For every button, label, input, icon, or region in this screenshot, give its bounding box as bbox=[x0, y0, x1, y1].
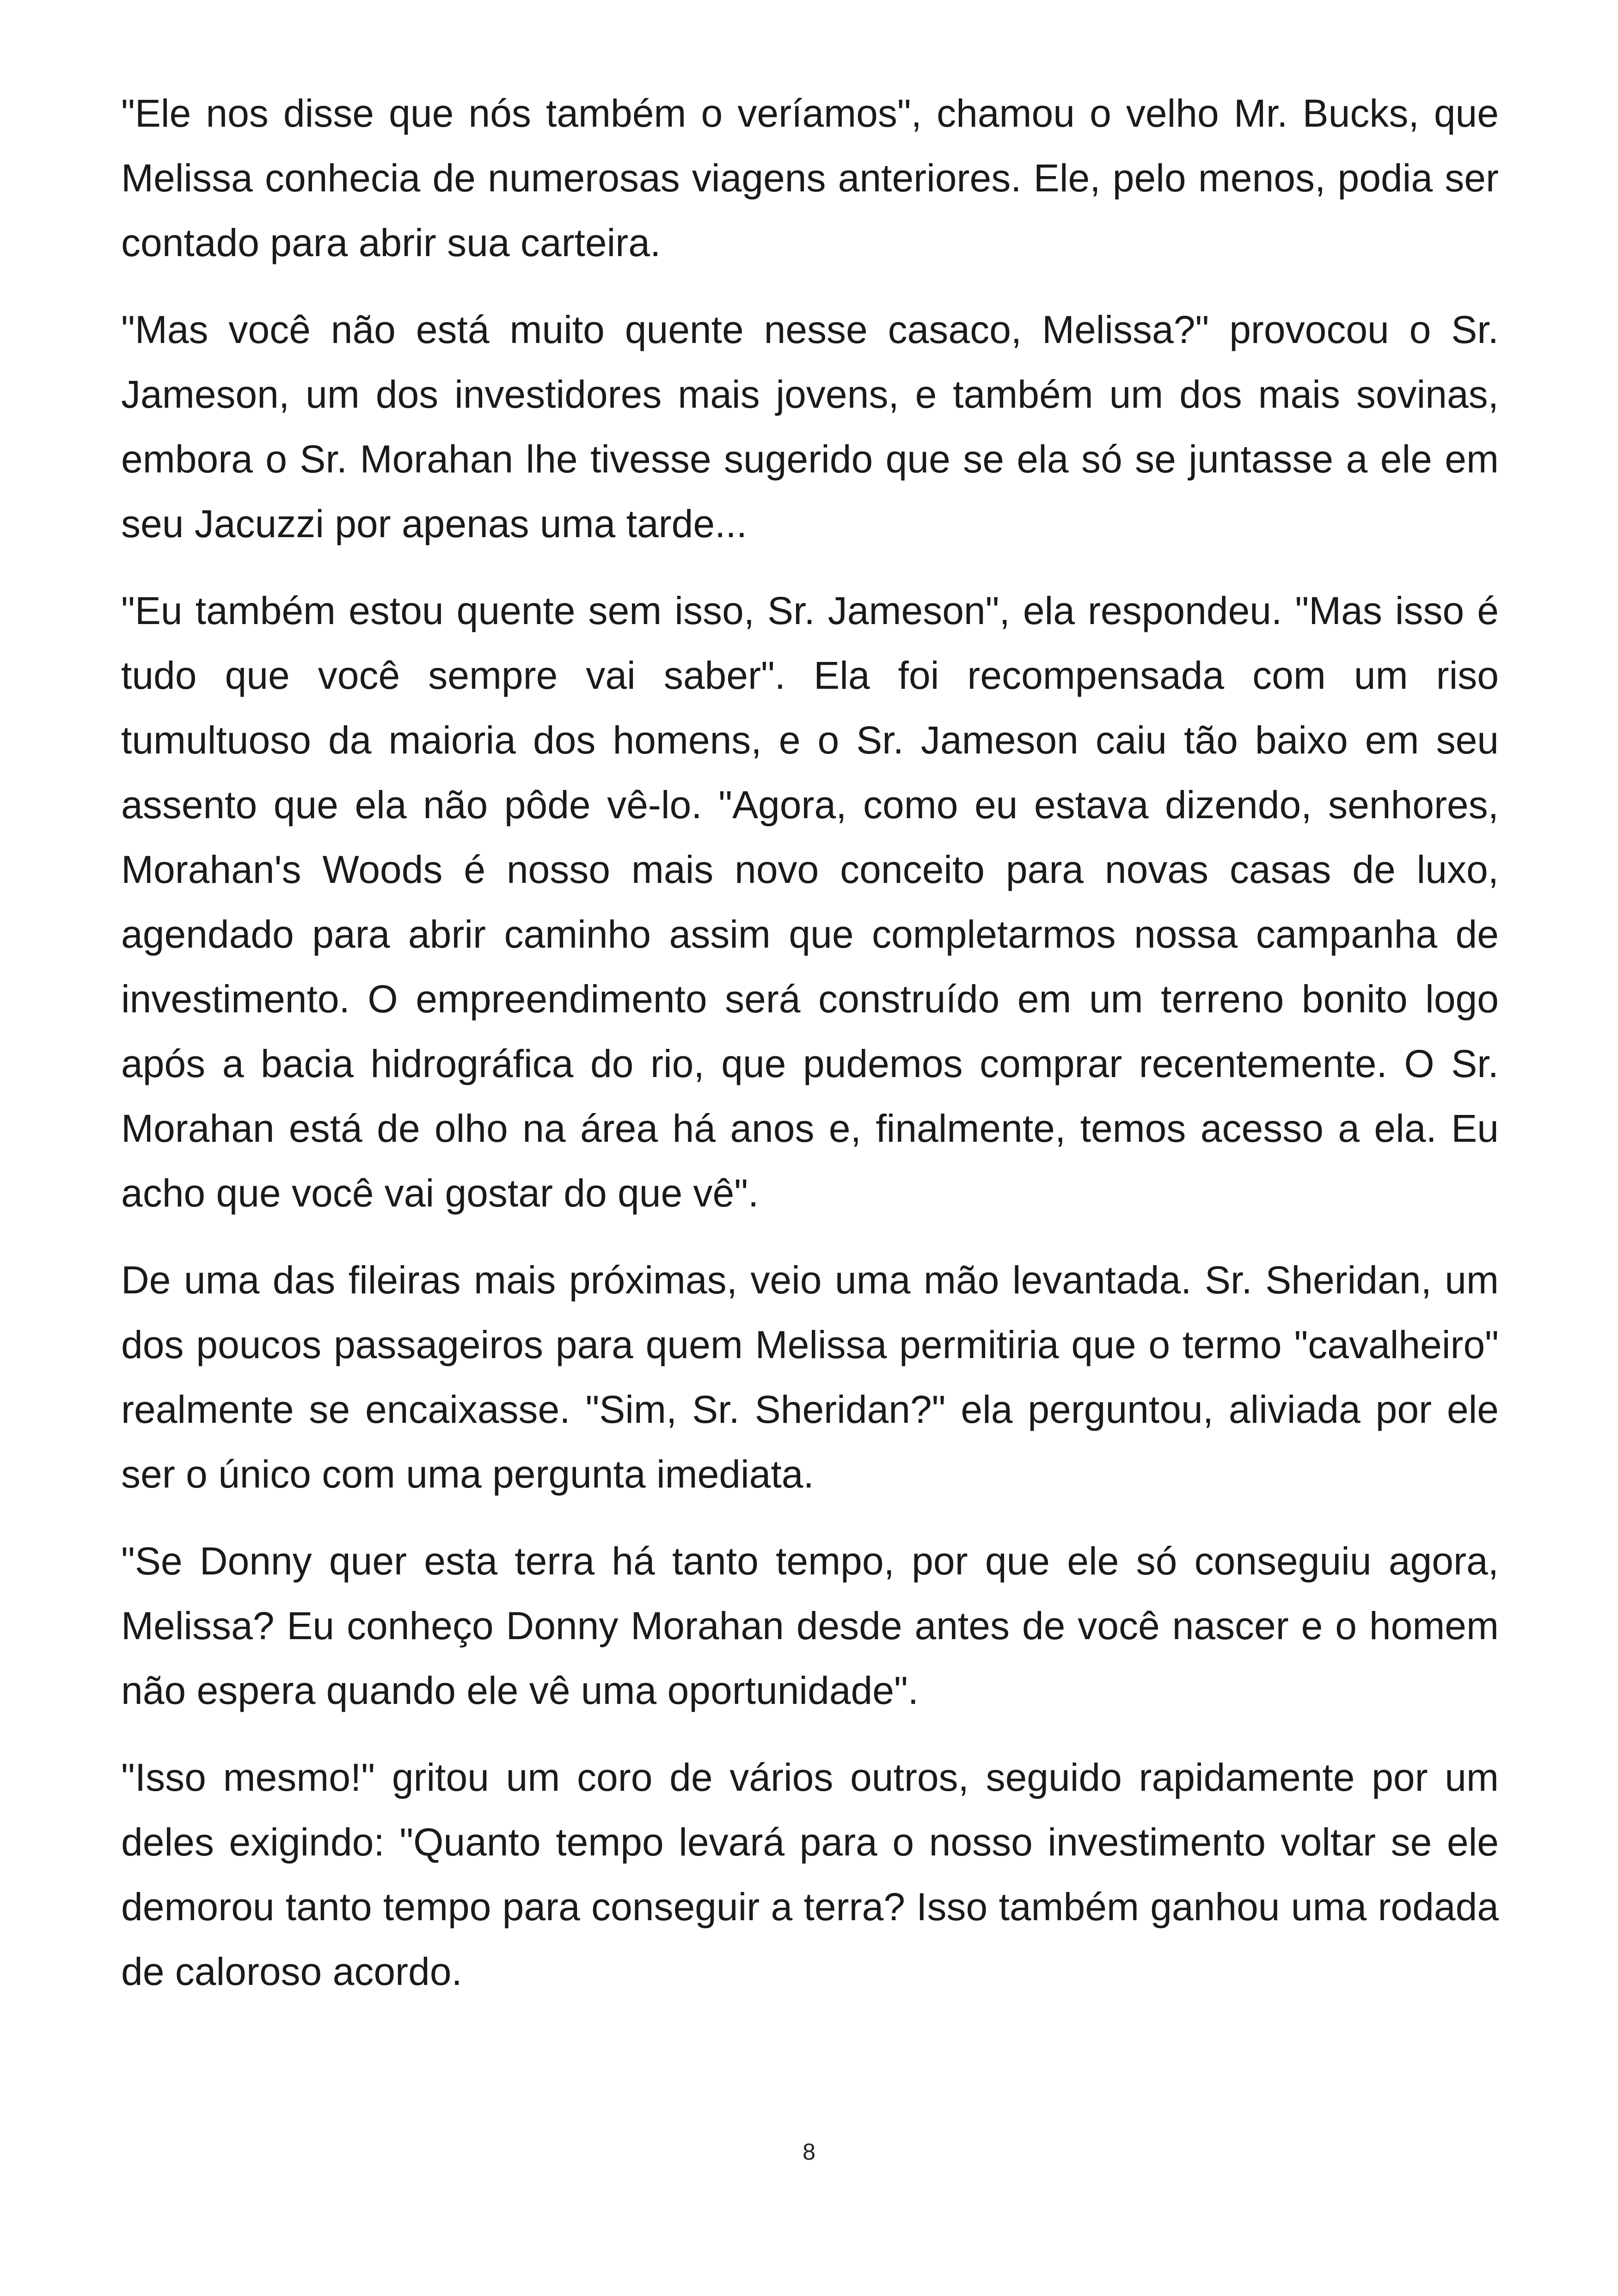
paragraph-4: De uma das fileiras mais próximas, veio uma mão levantada. Sr. Sheridan, um dos poucos passageiros para quem Melissa permitiria que o termo "cavalheiro" realmente se encaixasse. "Sim, Sr. Sheridan?" ela perguntou, aliviada por ele ser o único com uma pergunta imediata. bbox=[121, 1258, 1499, 1496]
paragraph-6: "Isso mesmo!" gritou um coro de vários outros, seguido rapidamente por um deles exigindo: "Quanto tempo levará para o nosso investimento voltar se ele demorou tanto tempo para conseguir a terra? Isso também ganhou uma rodada de caloroso acordo. bbox=[121, 1756, 1499, 1993]
paragraph-2: "Mas você não está muito quente nesse casaco, Melissa?" provocou o Sr. Jameson, um dos investidores mais jovens, e também um dos mais sovinas, embora o Sr. Morahan lhe tivesse sugerido que se ela só se juntasse a ele em seu Jacuzzi por apenas uma tarde... bbox=[121, 308, 1499, 545]
paragraph-1: "Ele nos disse que nós também o veríamos", chamou o velho Mr. Bucks, que Melissa conhecia de numerosas viagens anteriores. Ele, pelo menos, podia ser contado para abrir sua carteira. bbox=[121, 92, 1499, 264]
paragraph-5: "Se Donny quer esta terra há tanto tempo, por que ele só conseguiu agora, Melissa? Eu conheço Donny Morahan desde antes de você nascer e o homem não espera quando ele vê uma oportunidade". bbox=[121, 1539, 1499, 1712]
paragraph-3: "Eu também estou quente sem isso, Sr. Jameson", ela respondeu. "Mas isso é tudo que você sempre vai saber". Ela foi recompensada com um riso tumultuoso da maioria dos homens, e o Sr. Jameson caiu tão baixo em seu assento que ela não pôde vê-lo. "Agora, como eu estava dizendo, senhores, Morahan's Woods é nosso mais novo conceito para novas casas de luxo, agendado para abrir caminho assim que completarmos nossa campanha de investimento. O empreendimento será construído em um terreno bonito logo após a bacia hidrográfica do rio, que pudemos comprar recentemente. O Sr. Morahan está de olho na área há anos e, finalmente, temos acesso a ela. Eu acho que você vai gostar do que vê". bbox=[121, 589, 1499, 1215]
body-text bbox=[121, 81, 1499, 2026]
page-number: 8 bbox=[803, 2139, 815, 2165]
